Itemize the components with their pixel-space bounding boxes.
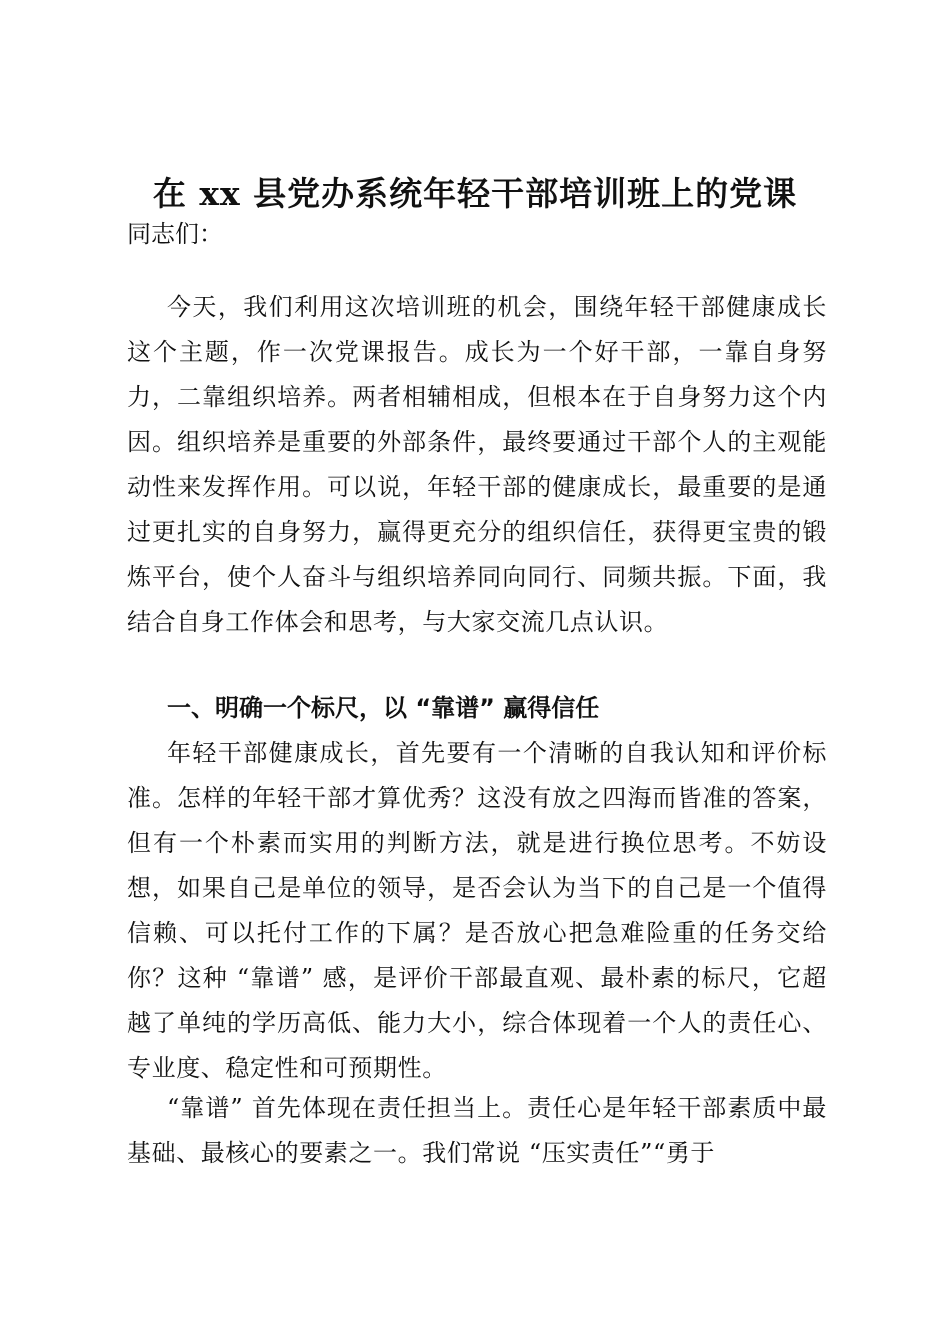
intro-paragraph: 今天，我们利用这次培训班的机会，围绕年轻干部健康成长这个主题，作一次党课报告。成长为一个好干部，一靠自身努力，二靠组织培养。两者相辅相成，但根本在于自身努力这个内因。组织培养是重要的外部条件，最终要通过干部个人的主观能动性来发挥作用。可以说，年轻干部的健康成长，最重要的是通过更扎实的自身努力，赢得更充分的组织信任，获得更宝贵的锻炼平台，使个人奋斗与组织培养同向同行、同频共振。下面，我结合自身工作体会和思考，与大家交流几点认识。 (127, 293, 827, 636)
section-heading: 一、明确一个标尺，以 “靠谱” 赢得信任 (167, 694, 600, 722)
document-title: 在 xx 县党办系统年轻干部培训班上的党课 (152, 174, 798, 213)
section-paragraph: 年轻干部健康成长，首先要有一个清晰的自我认知和评价标准。怎样的年轻干部才算优秀？这没有放之四海而皆准的答案，但有一个朴素而实用的判断方法，就是进行换位思考。不妨设想，如果自己是单位的领导，是否会认为当下的自己是一个值得信赖、可以托付工作的下属？是否放心把急难险重的任务交给你？这种 “靠谱” 感，是评价干部最直观、最朴素的标尺，它超越了单纯的学历高低、能力大小，综合体现着一个人的责任心、专业度、稳定性和可预期性。 (127, 739, 827, 1082)
section-paragraph: “靠谱” 首先体现在责任担当上。责任心是年轻干部素质中最基础、最核心的要素之一。我们常说 “压实责任”“勇于 (127, 1094, 827, 1167)
salutation: 同志们： (127, 220, 223, 248)
